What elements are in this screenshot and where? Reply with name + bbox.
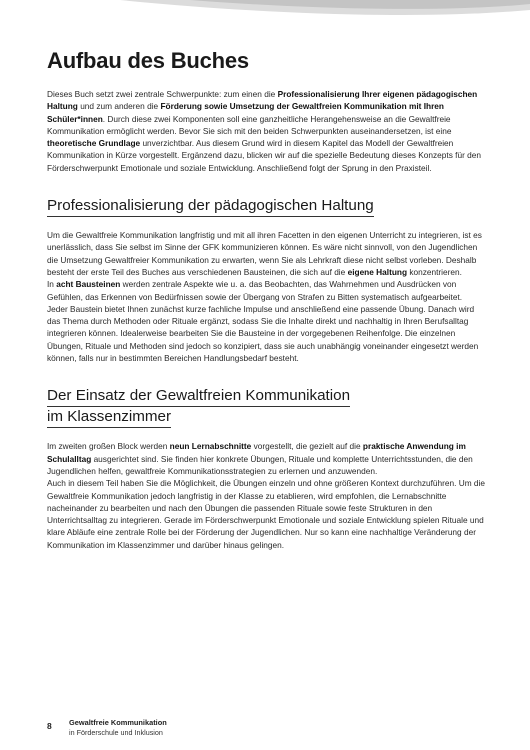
- section1-paragraph-2: [47, 278, 487, 303]
- body-text: Um die Gewaltfreie Kommunikation langfristig und mit all ihren Facetten in den eigenen Unterricht zu integrieren, ist es unerlässlich, dass Sie selbst im Sinne der GFK kommunizieren können. Es wäre nicht sinnvoll, von den Jugendlichen die Umsetzung Gewaltfreier Kommunikation zu erwarten, wenn Sie als Lehrkraft diese nicht selbst vorleben. Deshalb besteht der erste Teil des Buches aus verschiedenen Bausteinen, die sich auf die: [47, 230, 482, 277]
- body-text: konzentrieren.: [407, 266, 462, 277]
- section-heading-einsatz: [47, 386, 487, 428]
- section-title: Professionalisierung der pädagogischen Haltung: [47, 197, 374, 215]
- page-heading: Aufbau des Buches: [47, 48, 249, 73]
- footer-book-subtitle: in Förderschule und Inklusion: [69, 728, 163, 737]
- section-title-line-1: Der Einsatz der Gewaltfreien Kommunikation: [47, 387, 351, 405]
- body-text: werden zentrale Aspekte wie u. a. das Beobachten, das Wahrnehmen und Ausdrücken von Gefühlen, das Erkennen von Bedürfnissen sowie der Übergang von Strafen zu Bitten systematisch aufgearbeitet.: [47, 279, 463, 302]
- section2-paragraph-1: [47, 440, 487, 477]
- body-text: Dieses Buch setzt zwei zentrale Schwerpunkte: zum einen die: [47, 89, 278, 99]
- intro-paragraph: [47, 88, 487, 174]
- section2-paragraph-2: [47, 477, 487, 551]
- emphasis-text: neun Lernabschnitte: [169, 441, 252, 452]
- body-text: In: [47, 279, 57, 290]
- emphasis-text: eigene Haltung: [347, 266, 408, 277]
- body-text: und zum anderen die: [77, 101, 161, 112]
- body-text: Im zweiten großen Block werden: [47, 441, 170, 452]
- emphasis-text: praktische Anwendung im Schulalltag: [47, 441, 466, 464]
- body-text: ausgerichtet sind. Sie finden hier konkrete Übungen, Rituale und komplette Unterrichtsstunden, die den Jugendlichen helfen, gewaltfreie Kommunikationsstrategien zu erlernen und anzuwenden.: [47, 453, 473, 476]
- body-text: vorgestellt, die gezielt auf die: [251, 441, 363, 452]
- page-number: 8: [47, 721, 52, 731]
- section-heading-professionalisierung: [47, 196, 487, 217]
- body-text: Auch in diesem Teil haben Sie die Möglichkeit, die Übungen einzeln und ohne größeren Kontext durchzuführen. Um die Gewaltfreie Kommunikation jedoch langfristig in der Klasse zu etablieren, wird empfohlen, die Lernabschnitte nacheinander zu bearbeiten und nach den Übungen die passenden Rituale sowie feste Strukturen in den Unterrichtsalltag zu integrieren. Gerade im Förderschwerpunkt Emotionale und soziale Entwicklung spielen Rituale und klare Abläufe eine zentrale Rolle bei der Förderung der Jugendlichen. Nur so kann eine nachhaltige Veränderung der Kommunikation im Klassenzimmer und darüber hinaus gelingen.: [47, 478, 486, 550]
- body-text: . Durch diese zwei Komponenten soll eine ganzheitliche Herangehensweise an die Gewaltfreie Kommunikation ermöglicht werden. Bevor Sie sich mit den beiden Schwerpunkten auseinandersetzen, ist eine: [47, 113, 452, 136]
- section1-paragraph-3: [47, 303, 487, 364]
- emphasis-text: theoretische Grundlage: [47, 138, 141, 149]
- page-content: [47, 48, 487, 551]
- emphasis-text: Förderung sowie Umsetzung der Gewaltfreien Kommunikation mit Ihren Schüler*innen: [47, 101, 444, 124]
- header-swoosh-decoration: [0, 0, 530, 30]
- body-text: Jeder Baustein bietet Ihnen zunächst kurze fachliche Impulse und anschließend eine passende Übung. Danach wird das Thema durch Methoden oder Rituale ergänzt, sodass Sie die Inhalte direkt und nachhaltig in Ihren Berufsalltag integrieren können. Idealerweise bearbeiten Sie die Bausteine in der vorgegebenen Reihenfolge. Die einzelnen Übungen, Rituale und Methoden sind jedoch so konzipiert, dass sie auch unabhängig voneinander eingesetzt werden können, falls nur in bestimmten Bereichen Handlungsbedarf besteht.: [47, 303, 479, 364]
- section-title-line-2: im Klassenzimmer: [47, 408, 172, 426]
- section1-paragraph-1: [47, 229, 487, 278]
- body-text: unverzichtbar. Aus diesem Grund wird in diesem Kapitel das Modell der Gewaltfreien Kommunikation in Kürze vorgestellt. Ergänzend dazu, blicken wir auf die spezielle Bedeutung dieses Konzepts für den Förderschwerpunkt Emotionale und soziale Entwicklung. Anschließend folgt der Sprung in den Praxisteil.: [47, 138, 481, 173]
- emphasis-text: acht Bausteinen: [56, 279, 121, 290]
- footer-book-title: Gewaltfreie Kommunikation: [69, 718, 167, 727]
- emphasis-text: Professionalisierung Ihrer eigenen pädagogischen Haltung: [47, 89, 478, 112]
